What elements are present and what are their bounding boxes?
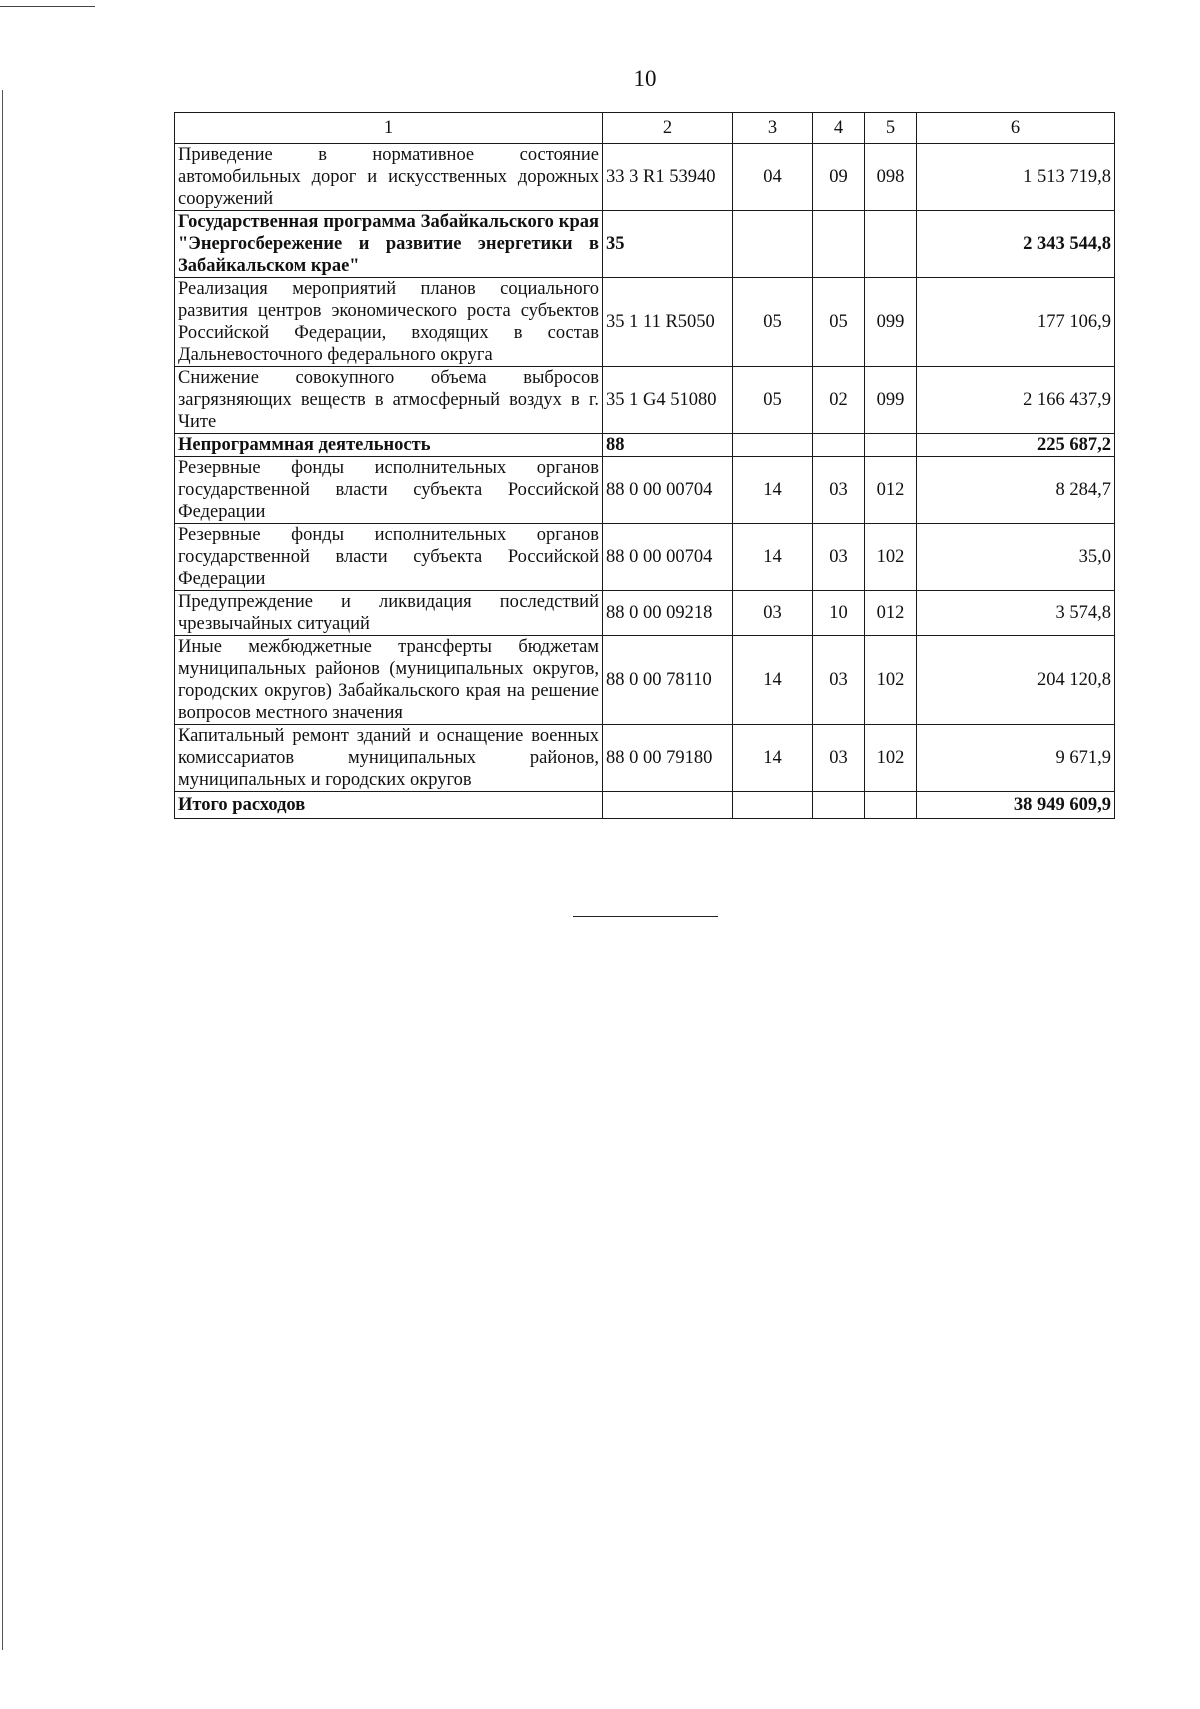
column-header-3: 3 xyxy=(733,113,813,144)
row-name-cell: Итого расходов xyxy=(175,792,603,819)
row-amount-cell: 225 687,2 xyxy=(917,434,1115,457)
row-section-cell xyxy=(733,792,813,819)
column-header-1: 1 xyxy=(175,113,603,144)
row-type-cell xyxy=(865,792,917,819)
row-subsection-cell xyxy=(813,792,865,819)
row-code-cell: 88 0 00 00704 xyxy=(603,524,733,591)
row-amount-cell: 2 166 437,9 xyxy=(917,367,1115,434)
budget-table xyxy=(174,112,1115,819)
column-header-2: 2 xyxy=(603,113,733,144)
row-amount-cell: 3 574,8 xyxy=(917,591,1115,636)
row-amount-cell: 38 949 609,9 xyxy=(917,792,1115,819)
row-type-cell: 102 xyxy=(865,524,917,591)
row-name-cell: Приведение в нормативное состояние автомобильных дорог и искусственных дорожных сооружений xyxy=(175,144,603,211)
column-header-4: 4 xyxy=(813,113,865,144)
table-row xyxy=(175,725,1115,792)
row-type-cell: 102 xyxy=(865,725,917,792)
row-subsection-cell: 03 xyxy=(813,524,865,591)
table-row xyxy=(175,367,1115,434)
row-subsection-cell: 05 xyxy=(813,278,865,367)
row-code-cell: 88 0 00 79180 xyxy=(603,725,733,792)
table-row xyxy=(175,434,1115,457)
row-name-cell: Реализация мероприятий планов социального развития центров экономического роста субъектов Российской Федерации, входящих в состав Дальневосточного федерального округа xyxy=(175,278,603,367)
row-amount-cell: 177 106,9 xyxy=(917,278,1115,367)
table-row xyxy=(175,636,1115,725)
row-section-cell xyxy=(733,211,813,278)
row-name-cell: Резервные фонды исполнительных органов государственной власти субъекта Российской Федерации xyxy=(175,457,603,524)
row-subsection-cell: 03 xyxy=(813,457,865,524)
row-amount-cell: 1 513 719,8 xyxy=(917,144,1115,211)
row-name-cell: Предупреждение и ликвидация последствий чрезвычайных ситуаций xyxy=(175,591,603,636)
row-code-cell: 35 1 G4 51080 xyxy=(603,367,733,434)
table-row xyxy=(175,457,1115,524)
row-code-cell: 35 1 11 R5050 xyxy=(603,278,733,367)
row-type-cell: 099 xyxy=(865,278,917,367)
row-name-cell: Непрограммная деятельность xyxy=(175,434,603,457)
row-name-cell: Резервные фонды исполнительных органов государственной власти субъекта Российской Федерации xyxy=(175,524,603,591)
row-section-cell: 03 xyxy=(733,591,813,636)
table-header-row xyxy=(175,113,1115,144)
row-subsection-cell: 03 xyxy=(813,636,865,725)
row-section-cell: 05 xyxy=(733,367,813,434)
row-type-cell xyxy=(865,211,917,278)
row-subsection-cell: 02 xyxy=(813,367,865,434)
end-of-table-rule xyxy=(573,916,718,917)
row-code-cell: 33 3 R1 53940 xyxy=(603,144,733,211)
row-type-cell xyxy=(865,434,917,457)
row-amount-cell: 9 671,9 xyxy=(917,725,1115,792)
row-name-cell: Государственная программа Забайкальского края "Энергосбережение и развитие энергетики в Забайкальском крае" xyxy=(175,211,603,278)
column-header-5: 5 xyxy=(865,113,917,144)
row-name-cell: Снижение совокупного объема выбросов загрязняющих веществ в атмосферный воздух в г. Чите xyxy=(175,367,603,434)
row-code-cell: 35 xyxy=(603,211,733,278)
table-body xyxy=(175,144,1115,819)
row-section-cell xyxy=(733,434,813,457)
row-amount-cell: 2 343 544,8 xyxy=(917,211,1115,278)
scan-edge-line xyxy=(0,6,95,7)
row-name-cell: Иные межбюджетные трансферты бюджетам муниципальных районов (муниципальных округов, городских округов) Забайкальского края на решение вопросов местного значения xyxy=(175,636,603,725)
row-code-cell: 88 xyxy=(603,434,733,457)
row-subsection-cell: 10 xyxy=(813,591,865,636)
table-row xyxy=(175,524,1115,591)
row-section-cell: 14 xyxy=(733,524,813,591)
table-row xyxy=(175,591,1115,636)
row-code-cell xyxy=(603,792,733,819)
column-header-6: 6 xyxy=(917,113,1115,144)
row-section-cell: 14 xyxy=(733,636,813,725)
row-amount-cell: 8 284,7 xyxy=(917,457,1115,524)
row-amount-cell: 35,0 xyxy=(917,524,1115,591)
row-amount-cell: 204 120,8 xyxy=(917,636,1115,725)
row-subsection-cell: 09 xyxy=(813,144,865,211)
page-number: 10 xyxy=(633,66,657,91)
row-type-cell: 099 xyxy=(865,367,917,434)
table-row xyxy=(175,792,1115,819)
row-subsection-cell xyxy=(813,211,865,278)
row-type-cell: 012 xyxy=(865,457,917,524)
scan-left-edge xyxy=(2,90,3,1650)
row-subsection-cell xyxy=(813,434,865,457)
row-section-cell: 14 xyxy=(733,725,813,792)
row-section-cell: 14 xyxy=(733,457,813,524)
row-type-cell: 012 xyxy=(865,591,917,636)
row-subsection-cell: 03 xyxy=(813,725,865,792)
table-row xyxy=(175,278,1115,367)
table-row xyxy=(175,211,1115,278)
row-name-cell: Капитальный ремонт зданий и оснащение военных комиссариатов муниципальных районов, муниципальных и городских округов xyxy=(175,725,603,792)
table-row xyxy=(175,144,1115,211)
row-code-cell: 88 0 00 78110 xyxy=(603,636,733,725)
row-code-cell: 88 0 00 00704 xyxy=(603,457,733,524)
row-type-cell: 098 xyxy=(865,144,917,211)
row-section-cell: 05 xyxy=(733,278,813,367)
row-code-cell: 88 0 00 09218 xyxy=(603,591,733,636)
row-type-cell: 102 xyxy=(865,636,917,725)
row-section-cell: 04 xyxy=(733,144,813,211)
